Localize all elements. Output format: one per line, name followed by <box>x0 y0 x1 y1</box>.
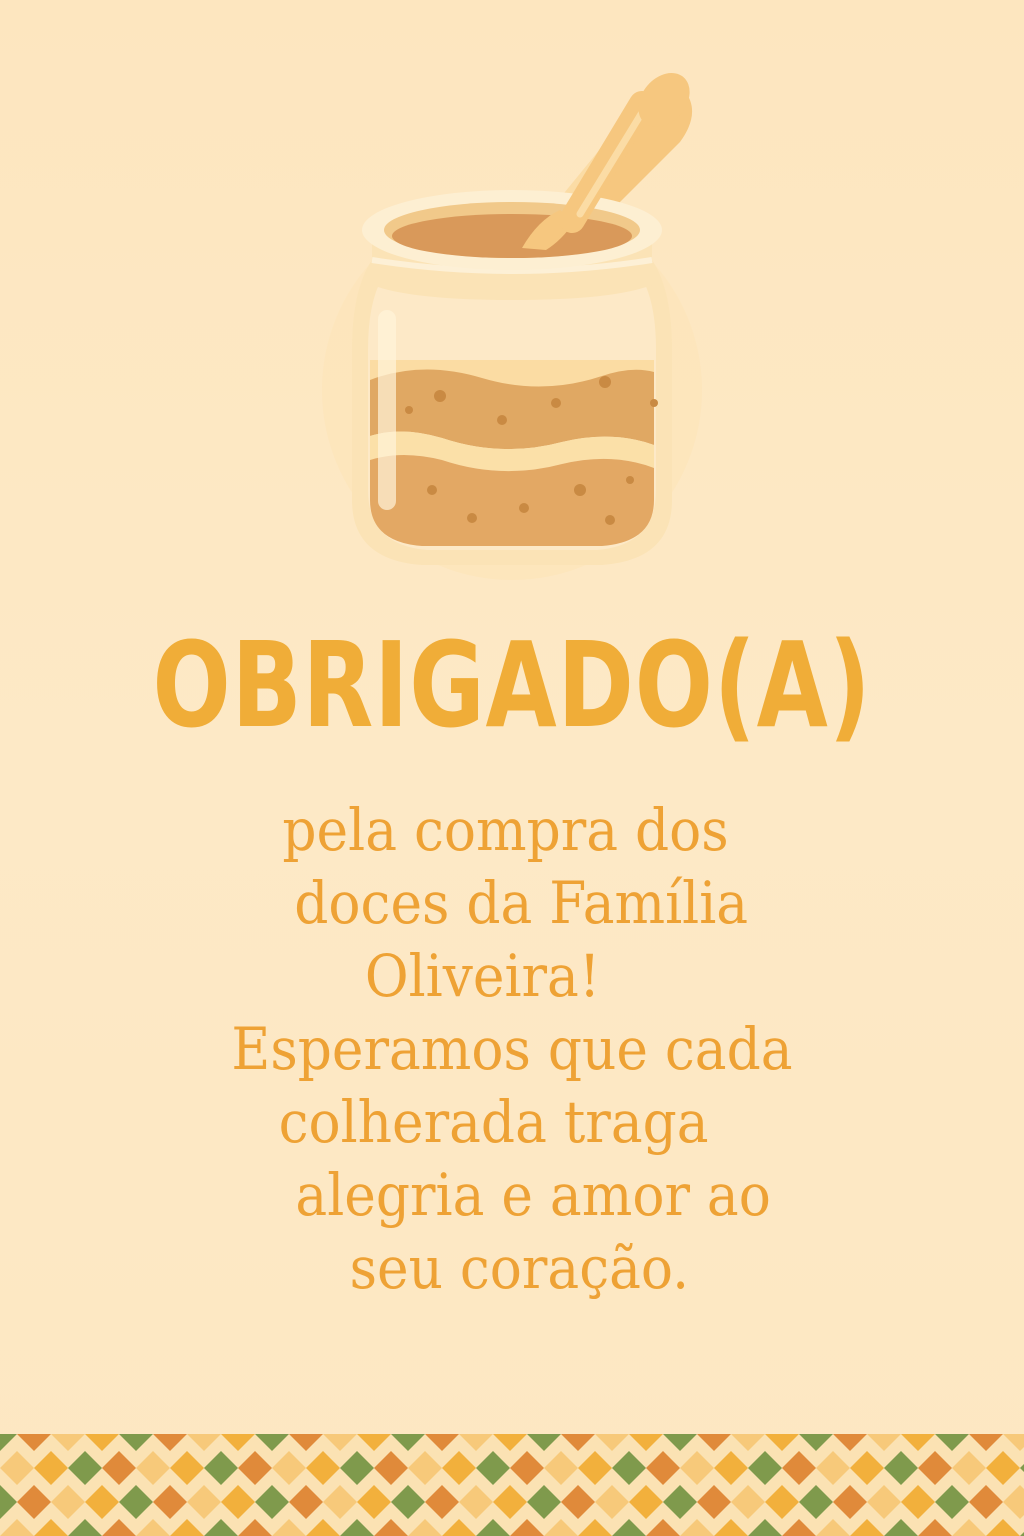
border-diamond <box>799 1434 833 1451</box>
border-diamond <box>816 1519 850 1536</box>
border-diamond <box>1020 1451 1024 1485</box>
border-diamond <box>901 1485 935 1519</box>
border-diamond <box>17 1485 51 1519</box>
border-diamond <box>782 1451 816 1485</box>
border-diamond <box>697 1434 731 1451</box>
border-diamond <box>731 1434 765 1451</box>
border-diamond <box>136 1519 170 1536</box>
border-diamond <box>289 1485 323 1519</box>
thank-you-message <box>100 794 924 1305</box>
border-diamond <box>85 1485 119 1519</box>
border-diamond <box>969 1434 1003 1451</box>
border-diamond <box>0 1451 34 1485</box>
border-diamond <box>663 1434 697 1451</box>
border-diamond <box>748 1519 782 1536</box>
message-line: Oliveira! <box>364 942 601 1010</box>
border-diamond <box>221 1434 255 1451</box>
border-diamond <box>17 1434 51 1451</box>
border-diamond <box>527 1434 561 1451</box>
border-diamond <box>289 1434 323 1451</box>
border-diamond <box>102 1451 136 1485</box>
border-diamond <box>612 1519 646 1536</box>
border-diamond <box>238 1519 272 1536</box>
border-diamond <box>459 1434 493 1451</box>
border-diamond <box>969 1485 1003 1519</box>
border-diamond <box>170 1519 204 1536</box>
border-diamond <box>408 1451 442 1485</box>
border-diamond <box>102 1519 136 1536</box>
border-diamond <box>646 1451 680 1485</box>
border-diamond <box>0 1519 34 1536</box>
border-diamond <box>680 1451 714 1485</box>
border-diamond <box>493 1434 527 1451</box>
border-diamond <box>918 1451 952 1485</box>
border-diamond <box>0 1434 17 1451</box>
border-diamond <box>765 1434 799 1451</box>
border-diamond <box>935 1485 969 1519</box>
border-diamond <box>68 1519 102 1536</box>
border-diamond <box>850 1519 884 1536</box>
border-diamond <box>629 1485 663 1519</box>
border-diamond <box>595 1485 629 1519</box>
border-diamond <box>85 1434 119 1451</box>
border-diamond <box>833 1434 867 1451</box>
border-diamond <box>136 1451 170 1485</box>
border-diamond <box>204 1451 238 1485</box>
border-diamond <box>51 1434 85 1451</box>
border-diamond <box>952 1519 986 1536</box>
border-diamond <box>238 1451 272 1485</box>
border-diamond <box>986 1451 1020 1485</box>
border-diamond <box>952 1451 986 1485</box>
border-diamond <box>595 1434 629 1451</box>
border-diamond <box>374 1451 408 1485</box>
border-diamond <box>425 1434 459 1451</box>
border-diamond <box>986 1519 1020 1536</box>
border-diamond <box>799 1485 833 1519</box>
border-diamond <box>850 1451 884 1485</box>
message-line: colherada traga <box>278 1088 709 1156</box>
border-diamond <box>731 1485 765 1519</box>
border-diamond <box>459 1485 493 1519</box>
border-diamond <box>476 1519 510 1536</box>
border-diamond <box>391 1485 425 1519</box>
border-diamond <box>867 1434 901 1451</box>
message-line: alegria e amor ao <box>295 1161 771 1229</box>
border-diamond <box>510 1451 544 1485</box>
border-diamond <box>884 1451 918 1485</box>
border-diamond <box>714 1519 748 1536</box>
message-line: doces da Família <box>294 869 749 937</box>
border-diamond <box>578 1451 612 1485</box>
border-diamond <box>663 1485 697 1519</box>
border-diamond <box>1003 1485 1024 1519</box>
border-diamond <box>561 1434 595 1451</box>
border-diamond <box>697 1485 731 1519</box>
border-diamond <box>374 1519 408 1536</box>
border-diamond <box>153 1434 187 1451</box>
border-diamond <box>391 1434 425 1451</box>
border-diamond <box>544 1519 578 1536</box>
border-diamond <box>272 1451 306 1485</box>
border-diamond <box>884 1519 918 1536</box>
border-diamond <box>714 1451 748 1485</box>
border-diamond <box>612 1451 646 1485</box>
border-diamond <box>901 1434 935 1451</box>
message-line: Esperamos que cada <box>231 1015 793 1083</box>
border-diamond <box>782 1519 816 1536</box>
border-diamond <box>170 1451 204 1485</box>
border-diamond <box>255 1434 289 1451</box>
border-diamond <box>867 1485 901 1519</box>
border-diamond <box>646 1519 680 1536</box>
border-diamond <box>935 1434 969 1451</box>
message-line: pela compra dos <box>282 796 729 864</box>
border-diamond <box>918 1519 952 1536</box>
border-diamond <box>34 1519 68 1536</box>
border-diamond <box>153 1485 187 1519</box>
border-diamond <box>119 1485 153 1519</box>
border-diamond <box>816 1451 850 1485</box>
border-diamond <box>306 1451 340 1485</box>
border-diamond <box>680 1519 714 1536</box>
border-diamond <box>340 1519 374 1536</box>
border-diamond <box>629 1434 663 1451</box>
border-diamond <box>425 1485 459 1519</box>
border-diamond <box>255 1485 289 1519</box>
border-diamond <box>323 1485 357 1519</box>
border-diamond <box>527 1485 561 1519</box>
border-diamond <box>1020 1519 1024 1536</box>
border-diamond <box>119 1434 153 1451</box>
border-diamond <box>340 1451 374 1485</box>
decorative-diamond-border <box>0 1434 1024 1536</box>
border-diamond <box>0 1485 17 1519</box>
border-diamond <box>306 1519 340 1536</box>
page-title: OBRIGADO(A) <box>152 616 872 754</box>
border-diamond <box>833 1485 867 1519</box>
border-diamond <box>68 1451 102 1485</box>
border-diamond <box>357 1485 391 1519</box>
border-diamond <box>187 1485 221 1519</box>
border-diamond <box>748 1451 782 1485</box>
border-diamond <box>493 1485 527 1519</box>
border-diamond <box>510 1519 544 1536</box>
border-diamond <box>561 1485 595 1519</box>
border-diamond <box>187 1434 221 1451</box>
border-diamond <box>1003 1434 1024 1451</box>
border-diamond <box>357 1434 391 1451</box>
border-diamond <box>204 1519 238 1536</box>
border-diamond <box>323 1434 357 1451</box>
border-diamond <box>442 1519 476 1536</box>
border-diamond <box>578 1519 612 1536</box>
border-diamond <box>765 1485 799 1519</box>
border-diamond <box>272 1519 306 1536</box>
border-diamond <box>544 1451 578 1485</box>
border-diamond <box>221 1485 255 1519</box>
border-diamond <box>51 1485 85 1519</box>
border-diamond <box>442 1451 476 1485</box>
dessert-jar-icon <box>312 60 712 590</box>
message-line: seu coração. <box>349 1234 690 1302</box>
border-diamond <box>34 1451 68 1485</box>
border-diamond <box>476 1451 510 1485</box>
border-diamond <box>408 1519 442 1536</box>
